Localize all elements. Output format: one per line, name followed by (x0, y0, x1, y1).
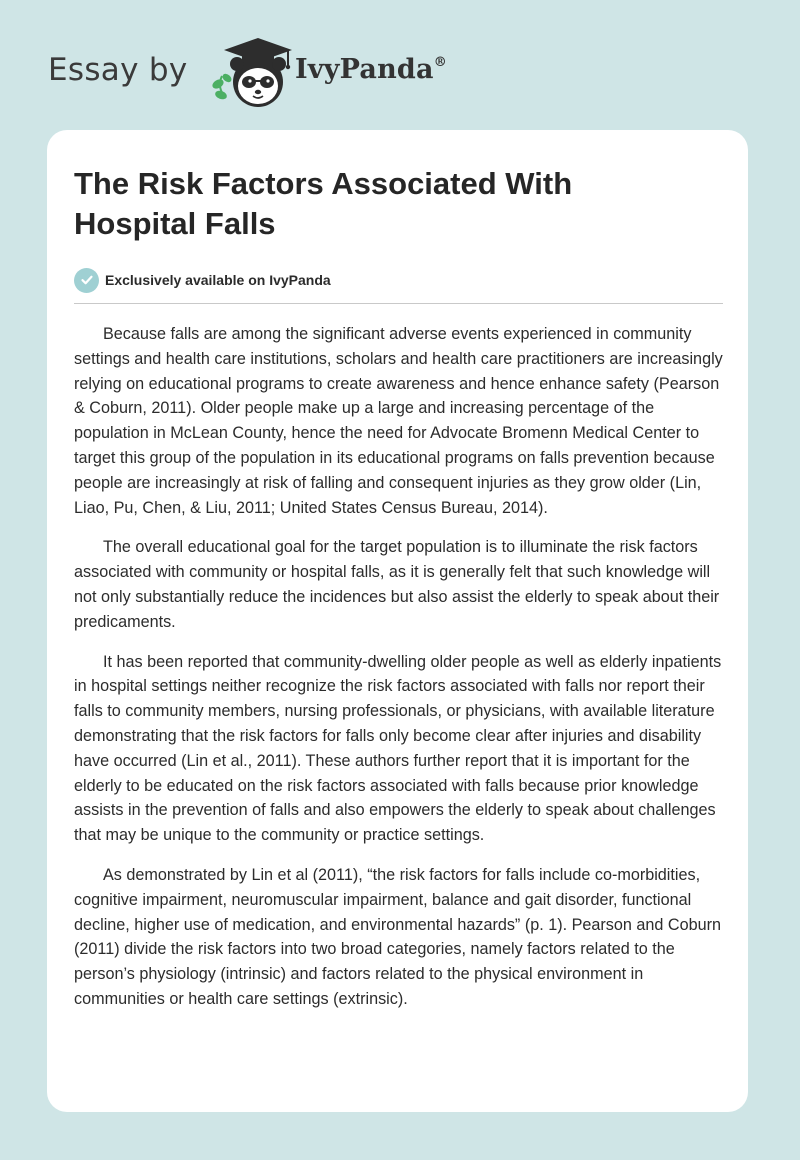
site-header (48, 30, 752, 120)
paragraph-4: As demonstrated by Lin et al (2011), “the risk factors for falls include co-morbidities, cognitive impairment, neuromuscular impairment, balance and gait disorder, functional decline, higher use of medication, and environmental hazards” (p. 1). Pearson and Coburn (2011) divide the risk factors into two broad categories, namely factors related to the person’s physiology (intrinsic) and factors related to the physical environment in communities or health care settings (extrinsic). (74, 865, 721, 1008)
divider (74, 303, 723, 304)
essay-body (74, 322, 726, 1012)
registered-mark: ® (433, 55, 447, 70)
paragraph-2: The overall educational goal for the target population is to illuminate the risk factors associated with community or hospital falls, as it is generally felt that such knowledge will not only substantially reduce the incidences but also assist the elderly to speak about their predicaments. (74, 538, 720, 631)
brand-name-text: IvyPanda (295, 54, 434, 85)
paragraph-1: Because falls are among the significant adverse events experienced in community settings and health care institutions, scholars and health care practitioners are increasingly relying on educational programs to create awareness and hence enhance safety (Pearson & Coburn, 2011). Older people make up a large and increasing percentage of the population in McLean County, hence the need for Advocate Bromenn Medical Center to target this group of the population in its educational programs on falls prevention because people are increasingly at risk of falling and consequent injuries as they grow older (Lin, Liao, Pu, Chen, & Liu, 2011; United States Census Bureau, 2014). (74, 325, 723, 517)
exclusive-badge-label: Exclusively available on IvyPanda (105, 272, 331, 288)
panda-graduate-icon[interactable] (200, 32, 300, 112)
essay-by-label: Essay by (48, 52, 188, 88)
page-title: The Risk Factors Associated With Hospital Falls (74, 166, 573, 241)
check-circle-icon (74, 268, 99, 293)
paragraph-3: It has been reported that community-dwelling older people as well as elderly inpatients in hospital settings neither recognize the risk factors associated with falls nor report their falls to community members, nursing professionals, or physicians, with available literature demonstrating that the risk factors for falls only become clear after injuries and disability have occurred (Lin et al., 2011). These authors further report that it is important for the elderly to be educated on the risk factors associated with falls because prior knowledge assists in the prevention of falls and also empowers the elderly to speak about challenges that may be unique to the community or practice settings. (74, 652, 722, 845)
exclusive-badge (74, 267, 720, 293)
brand-name[interactable] (295, 54, 447, 85)
essay-card (47, 130, 748, 1112)
